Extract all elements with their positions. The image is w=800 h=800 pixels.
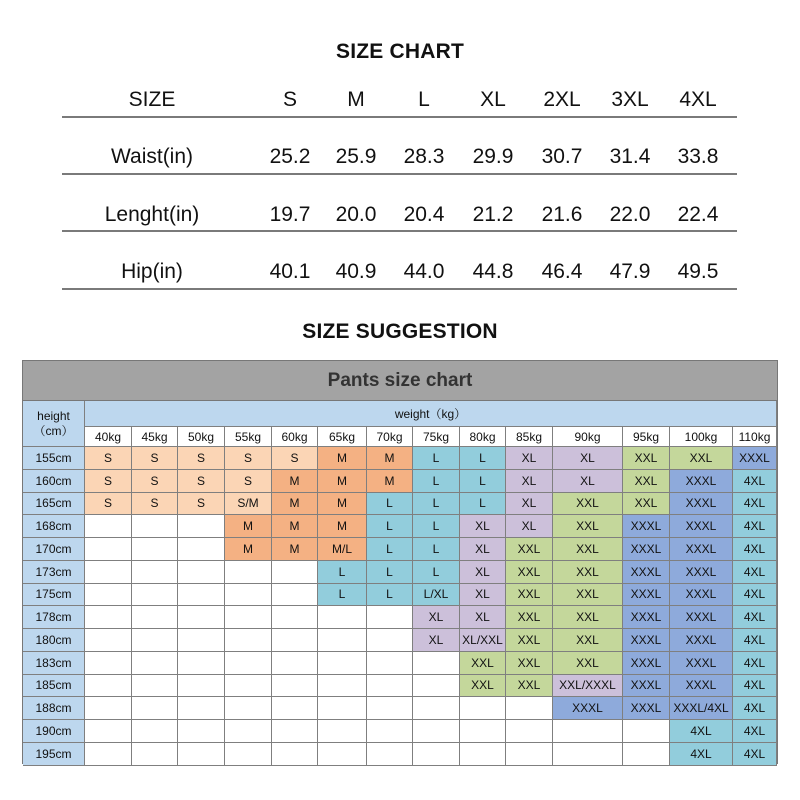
size-cell: XXL xyxy=(506,561,553,584)
size-cell: S xyxy=(132,493,178,516)
size-cell xyxy=(132,675,178,698)
height-header: height （cm） xyxy=(23,401,85,447)
size-cell: XL xyxy=(460,606,506,629)
size-cell xyxy=(225,561,272,584)
measure-cell: 20.4 xyxy=(403,203,445,226)
size-cell xyxy=(178,743,225,766)
size-cell xyxy=(623,743,670,766)
size-header-cell: L xyxy=(418,88,430,111)
size-cell xyxy=(85,538,132,561)
size-cell xyxy=(225,743,272,766)
size-cell xyxy=(178,584,225,607)
size-cell: XL xyxy=(506,447,553,470)
size-cell: XL xyxy=(413,629,460,652)
size-cell: S xyxy=(272,447,318,470)
size-cell: XXXL xyxy=(623,538,670,561)
height-label: 178cm xyxy=(23,606,85,629)
size-cell: S xyxy=(225,470,272,493)
size-cell xyxy=(413,743,460,766)
size-cell xyxy=(367,675,413,698)
size-cell xyxy=(132,720,178,743)
row-divider xyxy=(62,230,737,232)
size-cell: L xyxy=(460,447,506,470)
size-cell: XXXL xyxy=(670,561,733,584)
size-cell xyxy=(132,606,178,629)
measure-cell: 30.7 xyxy=(541,145,583,168)
weight-label: 85kg xyxy=(506,427,553,447)
size-cell xyxy=(85,675,132,698)
size-cell xyxy=(132,629,178,652)
size-cell: S xyxy=(178,470,225,493)
size-header-cell: XL xyxy=(480,88,506,111)
size-cell xyxy=(272,584,318,607)
size-cell xyxy=(178,697,225,720)
weight-label: 65kg xyxy=(318,427,367,447)
size-cell xyxy=(272,697,318,720)
size-cell xyxy=(178,675,225,698)
size-cell: L xyxy=(367,584,413,607)
size-cell: L xyxy=(367,561,413,584)
measure-cell: 28.3 xyxy=(403,145,445,168)
size-cell: XXXL xyxy=(670,629,733,652)
size-cell xyxy=(367,652,413,675)
measure-cell: 40.1 xyxy=(269,260,311,283)
size-cell xyxy=(178,652,225,675)
size-cell: XXXL xyxy=(623,652,670,675)
size-cell: 4XL xyxy=(733,470,777,493)
size-cell: L/XL xyxy=(413,584,460,607)
weight-label: 110kg xyxy=(733,427,777,447)
size-cell: 4XL xyxy=(670,743,733,766)
row-label: SIZE xyxy=(128,88,176,111)
height-label: 173cm xyxy=(23,561,85,584)
weight-label: 55kg xyxy=(225,427,272,447)
size-cell: M xyxy=(318,493,367,516)
size-cell: XXL xyxy=(506,652,553,675)
size-cell: 4XL xyxy=(733,493,777,516)
size-cell: XXL xyxy=(460,675,506,698)
height-label: 175cm xyxy=(23,584,85,607)
size-cell xyxy=(132,652,178,675)
size-cell xyxy=(318,720,367,743)
size-cell xyxy=(506,697,553,720)
size-cell: XL xyxy=(506,515,553,538)
size-cell: XXL xyxy=(623,470,670,493)
size-cell: XXL xyxy=(460,652,506,675)
size-cell xyxy=(225,606,272,629)
size-cell xyxy=(623,720,670,743)
size-cell: M xyxy=(225,538,272,561)
measure-cell: 19.7 xyxy=(269,203,311,226)
size-cell: XXL xyxy=(506,606,553,629)
size-header-cell: 3XL xyxy=(611,88,649,111)
size-cell: M xyxy=(272,515,318,538)
size-header-cell: 2XL xyxy=(543,88,581,111)
size-cell xyxy=(460,720,506,743)
size-cell xyxy=(413,675,460,698)
size-cell: S xyxy=(85,470,132,493)
size-cell: 4XL xyxy=(733,584,777,607)
size-cell: XXXL xyxy=(623,606,670,629)
height-label: 195cm xyxy=(23,743,85,766)
measure-cell: 33.8 xyxy=(677,145,719,168)
size-cell: S xyxy=(132,470,178,493)
size-cell: XXXL xyxy=(670,515,733,538)
measure-cell: 31.4 xyxy=(609,145,651,168)
size-cell: L xyxy=(367,538,413,561)
size-header-cell: M xyxy=(347,88,365,111)
height-label: 168cm xyxy=(23,515,85,538)
size-cell xyxy=(85,584,132,607)
size-cell: XXL xyxy=(553,515,623,538)
measure-cell: 22.0 xyxy=(609,203,651,226)
size-header-cell: S xyxy=(282,88,297,111)
size-cell: 4XL xyxy=(733,652,777,675)
size-cell: L xyxy=(367,515,413,538)
size-cell: XXXL xyxy=(623,697,670,720)
size-cell: XXXL xyxy=(670,606,733,629)
height-label: 160cm xyxy=(23,470,85,493)
size-cell: XXL xyxy=(506,675,553,698)
size-cell: M/L xyxy=(318,538,367,561)
size-cell xyxy=(413,652,460,675)
measure-cell: 44.0 xyxy=(403,260,445,283)
weight-label: 95kg xyxy=(623,427,670,447)
size-cell xyxy=(85,697,132,720)
size-cell: XXXL xyxy=(553,697,623,720)
size-cell xyxy=(85,561,132,584)
size-cell xyxy=(318,743,367,766)
size-cell: 4XL xyxy=(733,675,777,698)
size-cell: S/M xyxy=(225,493,272,516)
weight-label: 75kg xyxy=(413,427,460,447)
size-cell: XXXL xyxy=(670,493,733,516)
size-cell: S xyxy=(225,447,272,470)
size-cell xyxy=(178,606,225,629)
size-cell: S xyxy=(178,447,225,470)
weight-label: 100kg xyxy=(670,427,733,447)
size-cell: L xyxy=(460,470,506,493)
size-cell: L xyxy=(413,447,460,470)
size-cell: S xyxy=(85,447,132,470)
size-cell: L xyxy=(318,561,367,584)
size-cell: XL xyxy=(553,447,623,470)
size-cell xyxy=(272,675,318,698)
size-cell: XL xyxy=(506,493,553,516)
size-cell: 4XL xyxy=(733,538,777,561)
size-cell: XL xyxy=(460,538,506,561)
measure-cell: 21.2 xyxy=(472,203,514,226)
size-cell: XXL xyxy=(553,652,623,675)
size-cell: M xyxy=(272,493,318,516)
size-cell xyxy=(85,629,132,652)
size-cell xyxy=(225,629,272,652)
size-cell: L xyxy=(460,493,506,516)
size-cell xyxy=(272,606,318,629)
size-cell xyxy=(272,720,318,743)
size-cell: XXXL xyxy=(670,470,733,493)
size-cell xyxy=(318,697,367,720)
size-cell: XXL xyxy=(553,561,623,584)
size-header-row xyxy=(0,88,800,116)
weight-label: 90kg xyxy=(553,427,623,447)
weight-label: 45kg xyxy=(132,427,178,447)
size-cell: XXL xyxy=(553,538,623,561)
weight-header: weight（kg） xyxy=(85,401,777,427)
size-cell xyxy=(132,584,178,607)
size-cell: L xyxy=(413,561,460,584)
size-cell: XL xyxy=(460,561,506,584)
size-cell: XXXL xyxy=(623,515,670,538)
size-cell: XXL xyxy=(553,493,623,516)
size-cell xyxy=(367,697,413,720)
weight-label: 60kg xyxy=(272,427,318,447)
size-cell: L xyxy=(413,538,460,561)
size-cell: XXXL xyxy=(733,447,777,470)
size-cell xyxy=(506,743,553,766)
size-cell xyxy=(318,606,367,629)
size-cell xyxy=(85,720,132,743)
size-cell xyxy=(413,720,460,743)
size-cell xyxy=(506,720,553,743)
measure-cell: 44.8 xyxy=(472,260,514,283)
size-cell xyxy=(553,743,623,766)
size-cell: XXXL xyxy=(623,561,670,584)
weight-label: 50kg xyxy=(178,427,225,447)
row-label: Waist(in) xyxy=(110,145,194,168)
size-cell: XXXL xyxy=(670,652,733,675)
size-cell: 4XL xyxy=(670,720,733,743)
pants-size-chart xyxy=(22,360,778,764)
size-cell xyxy=(132,561,178,584)
pants-size-chart-title: Pants size chart xyxy=(23,361,777,401)
measure-cell: 49.5 xyxy=(677,260,719,283)
measure-cell: 40.9 xyxy=(335,260,377,283)
size-cell: M xyxy=(318,515,367,538)
size-cell: XXL xyxy=(506,538,553,561)
size-cell: L xyxy=(367,493,413,516)
size-cell xyxy=(178,720,225,743)
height-label: 185cm xyxy=(23,675,85,698)
size-cell: L xyxy=(413,470,460,493)
size-cell: S xyxy=(178,493,225,516)
size-cell: M xyxy=(318,447,367,470)
size-cell: XXXL xyxy=(623,675,670,698)
size-cell: XXL xyxy=(506,584,553,607)
size-cell: L xyxy=(318,584,367,607)
size-cell: XXXL xyxy=(670,675,733,698)
size-cell: 4XL xyxy=(733,720,777,743)
size-cell: 4XL xyxy=(733,606,777,629)
size-cell xyxy=(132,697,178,720)
size-cell: M xyxy=(225,515,272,538)
height-label: 190cm xyxy=(23,720,85,743)
size-cell xyxy=(85,515,132,538)
size-cell xyxy=(225,720,272,743)
size-cell xyxy=(367,629,413,652)
size-cell: XXXL xyxy=(670,538,733,561)
size-cell xyxy=(225,584,272,607)
size-cell xyxy=(85,743,132,766)
size-cell: XXL xyxy=(623,493,670,516)
size-cell: L xyxy=(413,493,460,516)
size-cell xyxy=(553,720,623,743)
size-cell xyxy=(85,606,132,629)
size-cell: XXL xyxy=(670,447,733,470)
height-label: 188cm xyxy=(23,697,85,720)
size-cell xyxy=(272,561,318,584)
measure-cell: 25.2 xyxy=(269,145,311,168)
size-cell: L xyxy=(413,515,460,538)
size-cell: 4XL xyxy=(733,697,777,720)
row-divider xyxy=(62,173,737,175)
size-cell: XXXL/4XL xyxy=(670,697,733,720)
height-label: 180cm xyxy=(23,629,85,652)
size-cell: XXL xyxy=(553,584,623,607)
size-cell: M xyxy=(318,470,367,493)
size-cell xyxy=(272,743,318,766)
size-cell xyxy=(132,743,178,766)
measure-row xyxy=(0,145,800,173)
weight-label: 70kg xyxy=(367,427,413,447)
size-cell xyxy=(85,652,132,675)
measure-cell: 46.4 xyxy=(541,260,583,283)
size-cell xyxy=(318,675,367,698)
size-cell: 4XL xyxy=(733,561,777,584)
row-divider xyxy=(62,288,737,290)
measure-cell: 20.0 xyxy=(335,203,377,226)
size-chart-title: SIZE CHART xyxy=(336,40,464,63)
height-label: 155cm xyxy=(23,447,85,470)
height-label: 183cm xyxy=(23,652,85,675)
measure-cell: 29.9 xyxy=(472,145,514,168)
size-cell xyxy=(225,697,272,720)
size-cell: XXL xyxy=(553,606,623,629)
measure-cell: 22.4 xyxy=(677,203,719,226)
size-cell xyxy=(318,629,367,652)
size-cell: M xyxy=(272,538,318,561)
measure-cell: 21.6 xyxy=(541,203,583,226)
size-cell: M xyxy=(272,470,318,493)
row-label: Hip(in) xyxy=(121,260,183,283)
size-cell xyxy=(460,743,506,766)
size-cell xyxy=(272,629,318,652)
size-cell: 4XL xyxy=(733,629,777,652)
size-cell: S xyxy=(132,447,178,470)
size-cell: XL xyxy=(460,515,506,538)
size-header-cell: 4XL xyxy=(679,88,717,111)
size-cell xyxy=(413,697,460,720)
measure-cell: 47.9 xyxy=(609,260,651,283)
size-cell: XL xyxy=(460,584,506,607)
size-cell: M xyxy=(367,470,413,493)
size-cell: XXXL xyxy=(623,584,670,607)
size-cell: XXL xyxy=(553,629,623,652)
size-cell xyxy=(225,675,272,698)
size-cell: XXXL xyxy=(623,629,670,652)
size-cell xyxy=(367,720,413,743)
size-cell: XL xyxy=(506,470,553,493)
size-cell: XXXL xyxy=(670,584,733,607)
size-cell: XL/XXL xyxy=(460,629,506,652)
size-cell xyxy=(178,561,225,584)
size-cell: XXL xyxy=(506,629,553,652)
measure-row xyxy=(0,203,800,231)
weight-label: 80kg xyxy=(460,427,506,447)
size-cell xyxy=(318,652,367,675)
size-cell xyxy=(178,538,225,561)
size-cell xyxy=(178,515,225,538)
size-cell xyxy=(367,606,413,629)
size-cell: XXL/XXXL xyxy=(553,675,623,698)
size-cell xyxy=(272,652,318,675)
height-label: 170cm xyxy=(23,538,85,561)
measure-cell: 25.9 xyxy=(335,145,377,168)
size-cell: XXL xyxy=(623,447,670,470)
size-cell: 4XL xyxy=(733,743,777,766)
size-cell: M xyxy=(367,447,413,470)
row-divider xyxy=(62,116,737,118)
size-cell: S xyxy=(85,493,132,516)
size-cell xyxy=(367,743,413,766)
weight-label: 40kg xyxy=(85,427,132,447)
size-cell xyxy=(460,697,506,720)
measure-row xyxy=(0,260,800,288)
size-cell: XL xyxy=(413,606,460,629)
size-cell: 4XL xyxy=(733,515,777,538)
size-cell: XL xyxy=(553,470,623,493)
size-cell xyxy=(178,629,225,652)
height-label: 165cm xyxy=(23,493,85,516)
size-cell xyxy=(132,538,178,561)
size-cell xyxy=(225,652,272,675)
size-cell xyxy=(132,515,178,538)
size-suggestion-title: SIZE SUGGESTION xyxy=(302,320,498,343)
row-label: Lenght(in) xyxy=(104,203,200,226)
